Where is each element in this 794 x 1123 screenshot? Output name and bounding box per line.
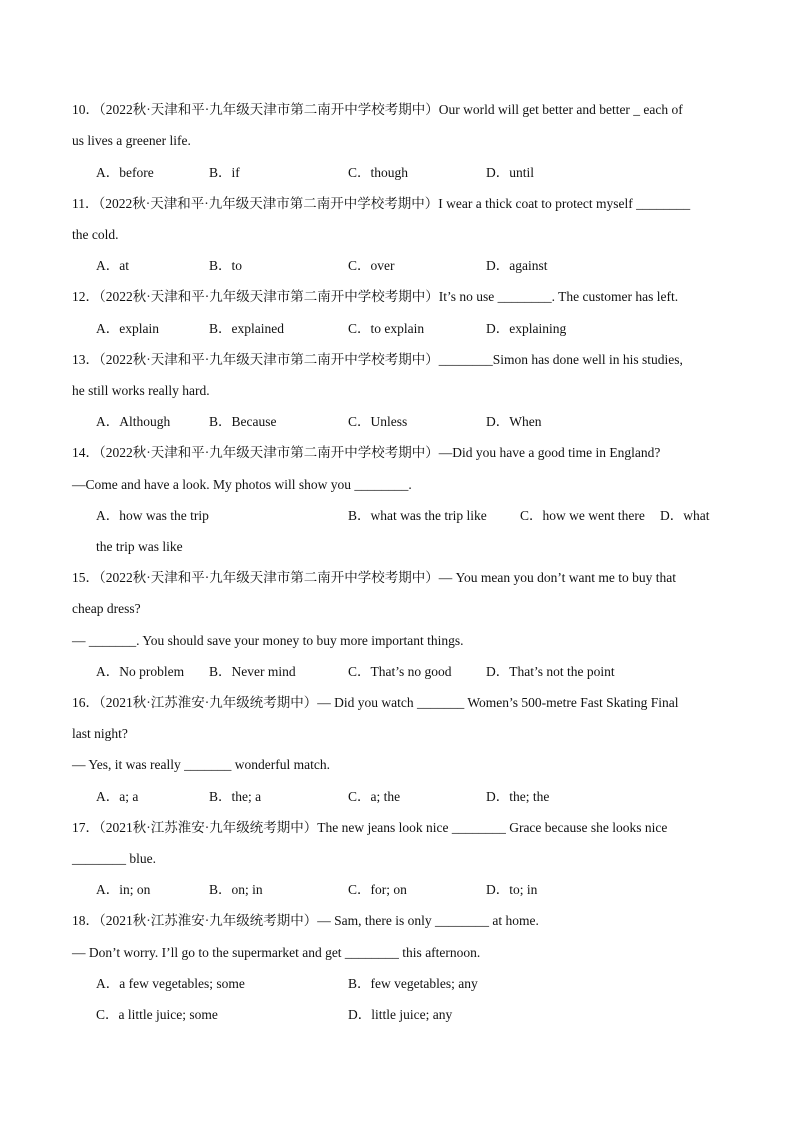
- q12-stem: 12．（2022秋·天津和平·九年级天津市第二南开中学校考期中）It’s no use ________. The customer has left.: [72, 289, 679, 304]
- q14-stem: 14．（2022秋·天津和平·九年级天津市第二南开中学校考期中）—Did you have a good time in England?: [72, 445, 661, 460]
- q10-option-a[interactable]: A．before: [96, 165, 154, 180]
- q13-option-b[interactable]: B．Because: [209, 414, 277, 429]
- q10-option-b[interactable]: B．if: [209, 165, 240, 180]
- q11-option-b[interactable]: B．to: [209, 258, 243, 273]
- q12-option-c[interactable]: C．to explain: [348, 321, 425, 336]
- q15-option-b[interactable]: B．Never mind: [209, 664, 296, 679]
- q17-stem: 17．（2021秋·江苏淮安·九年级统考期中）The new jeans look nice ________ Grace because she looks nice: [72, 820, 668, 835]
- q11-option-a[interactable]: A．at: [96, 258, 129, 273]
- q18-option-b[interactable]: B．few vegetables; any: [348, 976, 478, 991]
- q12-option-a[interactable]: A．explain: [96, 321, 159, 336]
- q12-option-b[interactable]: B．explained: [209, 321, 284, 336]
- q18-stem-cont: — Don’t worry. I’ll go to the supermarket and get ________ this afternoon.: [72, 945, 481, 960]
- q15-stem-cont: cheap dress?: [72, 601, 141, 616]
- q10-stem: 10．（2022秋·天津和平·九年级天津市第二南开中学校考期中）Our world will get better and better _ each of: [72, 102, 683, 117]
- q13-stem: 13．（2022秋·天津和平·九年级天津市第二南开中学校考期中）________Simon has done well in his studies,: [72, 352, 683, 367]
- q15-stem-cont2: — _______. You should save your money to buy more important things.: [72, 633, 464, 648]
- q14-option-b[interactable]: B．what was the trip like: [348, 508, 487, 523]
- q16-stem-cont: last night?: [72, 726, 128, 741]
- q14-option-d[interactable]: D．what: [660, 508, 710, 523]
- q14-option-d-cont[interactable]: the trip was like: [96, 539, 183, 554]
- q10-option-c[interactable]: C．though: [348, 165, 409, 180]
- q10-stem-cont: us lives a greener life.: [72, 133, 191, 148]
- q13-option-a[interactable]: A．Although: [96, 414, 171, 429]
- q11-stem: 11．（2022秋·天津和平·九年级天津市第二南开中学校考期中）I wear a thick coat to protect myself ________: [72, 196, 691, 211]
- q16-option-a[interactable]: A．a; a: [96, 789, 139, 804]
- q14-option-a[interactable]: A．how was the trip: [96, 508, 209, 523]
- q18-option-d[interactable]: D．little juice; any: [348, 1007, 453, 1022]
- q18-stem: 18．（2021秋·江苏淮安·九年级统考期中）— Sam, there is only ________ at home.: [72, 913, 539, 928]
- q12-option-d[interactable]: D．explaining: [486, 321, 567, 336]
- q10-option-d[interactable]: D．until: [486, 165, 535, 180]
- q17-stem-cont: ________ blue.: [72, 851, 156, 866]
- q16-option-d[interactable]: D．the; the: [486, 789, 550, 804]
- q16-stem: 16．（2021秋·江苏淮安·九年级统考期中）— Did you watch _______ Women’s 500-metre Fast Skating Final: [72, 695, 679, 710]
- q18-option-c[interactable]: C．a little juice; some: [96, 1007, 218, 1022]
- q17-option-c[interactable]: C．for; on: [348, 882, 407, 897]
- q16-option-b[interactable]: B．the; a: [209, 789, 262, 804]
- q18-option-a[interactable]: A．a few vegetables; some: [96, 976, 245, 991]
- q14-option-c[interactable]: C．how we went there: [520, 508, 645, 523]
- q15-option-d[interactable]: D．That’s not the point: [486, 664, 615, 679]
- q13-stem-cont: he still works really hard.: [72, 383, 210, 398]
- q17-option-d[interactable]: D．to; in: [486, 882, 538, 897]
- q14-stem-cont: —Come and have a look. My photos will show you ________.: [72, 477, 412, 492]
- q11-option-d[interactable]: D．against: [486, 258, 548, 273]
- q15-option-c[interactable]: C．That’s no good: [348, 664, 452, 679]
- q15-stem: 15．（2022秋·天津和平·九年级天津市第二南开中学校考期中）— You mean you don’t want me to buy that: [72, 570, 676, 585]
- q16-stem-cont2: — Yes, it was really _______ wonderful match.: [72, 757, 330, 772]
- q11-option-c[interactable]: C．over: [348, 258, 395, 273]
- q11-stem-cont: the cold.: [72, 227, 119, 242]
- q13-option-d[interactable]: D．When: [486, 414, 542, 429]
- q15-option-a[interactable]: A．No problem: [96, 664, 185, 679]
- q13-option-c[interactable]: C．Unless: [348, 414, 408, 429]
- q16-option-c[interactable]: C．a; the: [348, 789, 401, 804]
- q17-option-b[interactable]: B．on; in: [209, 882, 263, 897]
- q17-option-a[interactable]: A．in; on: [96, 882, 151, 897]
